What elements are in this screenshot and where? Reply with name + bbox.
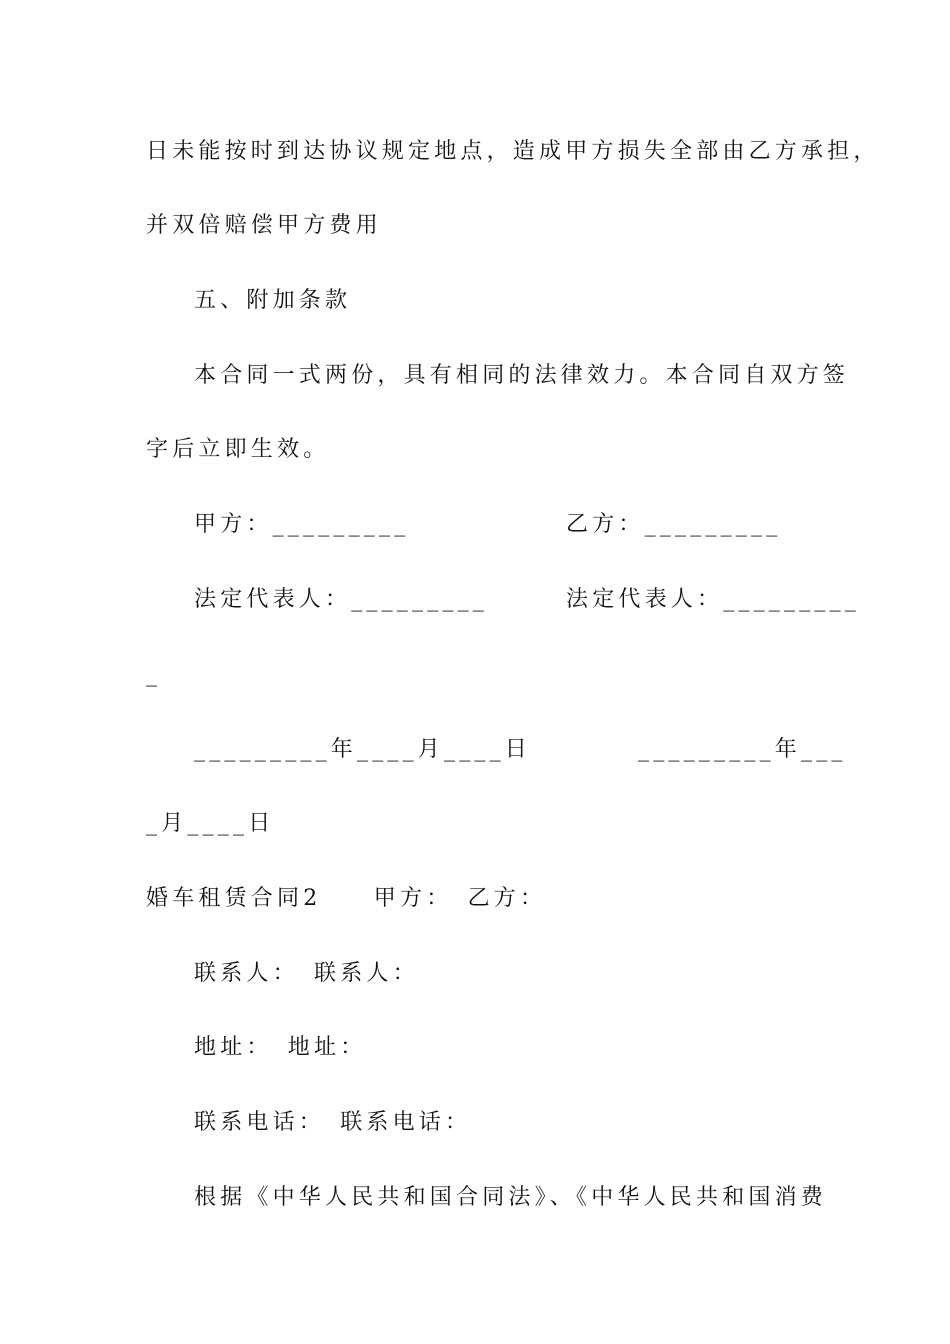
contract-title: 婚车租赁合同2 甲方： 乙方： xyxy=(146,886,547,911)
section-heading: 五、附加条款 xyxy=(194,288,352,313)
paragraph-line: 根据《中华人民共和国合同法》、《中华人民共和国消费 xyxy=(194,1185,828,1210)
representative-underline-overflow: _ xyxy=(146,662,162,687)
party-b-representative: 法定代表人：_________ xyxy=(566,587,861,612)
party-b-date: _________年___ xyxy=(638,737,847,762)
party-b-date-overflow: _月____日 xyxy=(146,811,275,836)
party-a-representative: 法定代表人：_________ xyxy=(194,587,489,612)
party-a-date: _________年____月____日 xyxy=(194,737,532,762)
party-b-signature: 乙方：_________ xyxy=(566,512,782,537)
paragraph-line: 本合同一式两份，具有相同的法律效力。本合同自双方签 xyxy=(194,363,850,388)
contact-line: 联系人： 联系人： xyxy=(194,961,419,986)
paragraph-line: 并双倍赔偿甲方费用 xyxy=(146,213,382,238)
paragraph-line: 日未能按时到达协议规定地点，造成甲方损失全部由乙方承担， xyxy=(146,139,880,164)
phone-line: 联系电话： 联系电话： xyxy=(194,1110,472,1135)
party-a-signature: 甲方：_________ xyxy=(194,512,410,537)
address-line: 地址： 地址： xyxy=(194,1035,367,1060)
paragraph-line: 字后立即生效。 xyxy=(146,437,330,462)
